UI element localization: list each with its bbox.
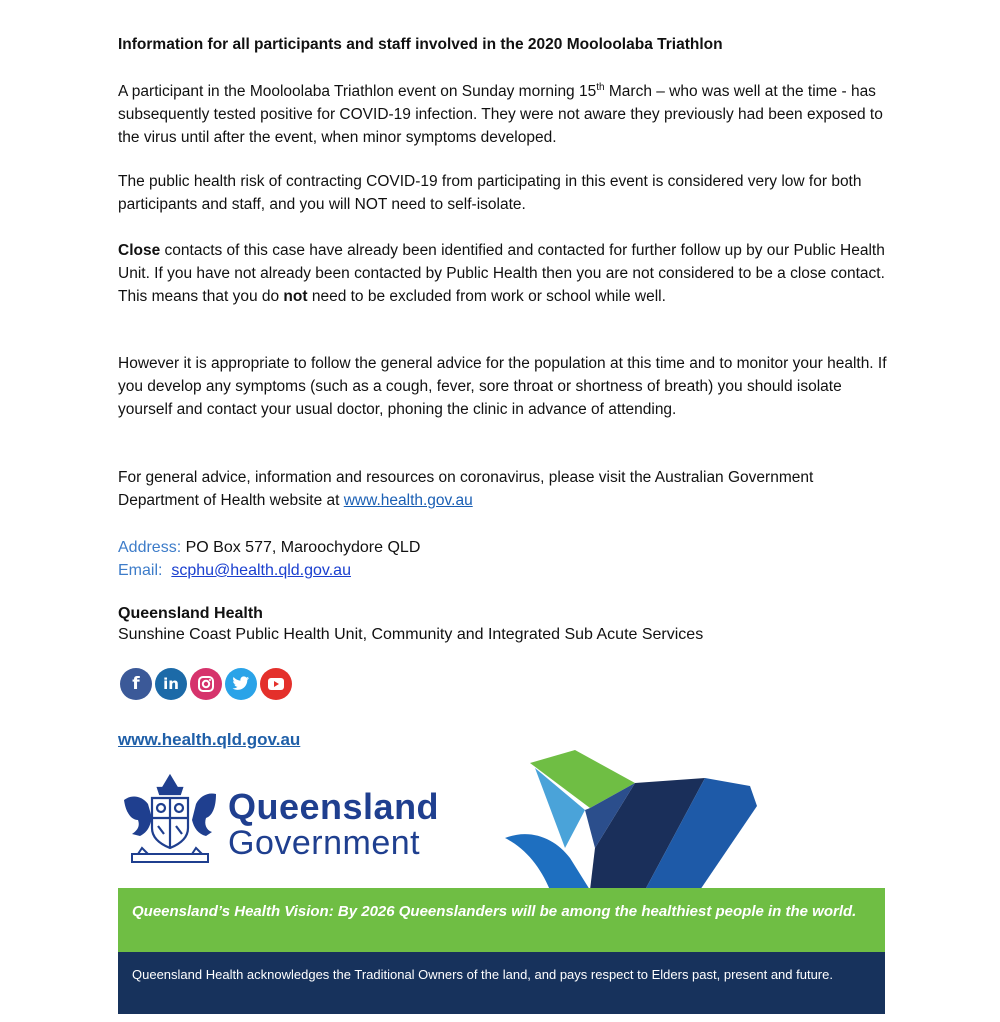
logo-queensland-text: Queensland <box>228 786 440 827</box>
health-gov-link[interactable]: www.health.gov.au <box>343 492 473 509</box>
org-unit: Sunshine Coast Public Health Unit, Community and Integrated Sub Acute Services <box>118 626 704 643</box>
address-value: PO Box 577, Maroochydore QLD <box>181 539 421 556</box>
health-vision-banner <box>118 888 885 952</box>
acknowledgement-text: Queensland Health acknowledges the Traditional Owners of the land, and pays respect to Elders past, present and future. <box>132 967 833 982</box>
document-title: Information for all participants and staff involved in the 2020 Mooloolaba Triathlon <box>118 36 723 53</box>
address-label: Address: <box>118 539 182 556</box>
social-icons <box>120 668 292 700</box>
paragraph-resources: For general advice, information and resources on coronavirus, please visit the Australian Government Department of Health website at www.health.gov.au <box>118 469 814 509</box>
queensland-crest-logo <box>118 770 222 866</box>
email-line <box>118 559 898 582</box>
health-vision-text: Queensland’s Health Vision: By 2026 Queenslanders will be among the healthiest people in the world. <box>132 903 857 920</box>
linkedin-icon[interactable]: in <box>155 668 187 700</box>
paragraph-close-contacts: Close contacts of this case have already been identified and contacted for further follow up by our Public Health Unit. If you have not already been contacted by Public Health then you are not considered to be a close contact. This means that you do not need to be excluded from work or school while well. <box>118 242 885 305</box>
email-label: Email: <box>118 562 163 579</box>
address-line <box>118 536 898 559</box>
instagram-icon[interactable] <box>190 668 222 700</box>
email-link[interactable]: scphu@health.qld.gov.au <box>171 562 351 579</box>
facebook-icon[interactable]: f <box>120 668 152 700</box>
logo-government-text: Government <box>228 824 421 862</box>
twitter-icon[interactable] <box>225 668 257 700</box>
paragraph-event-notice: A participant in the Mooloolaba Triathlon event on Sunday morning 15th March – who was well at the time - has subsequently tested positive for COVID-19 infection. They were not aware they previously had been exposed to the virus until after the event, when minor symptoms developed. <box>118 82 883 147</box>
youtube-icon[interactable] <box>260 668 292 700</box>
acknowledgement-banner <box>118 952 885 1014</box>
org-name: Queensland Health <box>118 605 263 622</box>
paragraph-general-advice: However it is appropriate to follow the general advice for the population at this time and to monitor your health. If you develop any symptoms (such as a cough, fever, sore throat or shortness of breath) you should isolate yourself and contact your usual doctor, phoning the clinic in advance of attending. <box>118 355 887 418</box>
paragraph-risk: The public health risk of contracting COVID-19 from participating in this event is considered very low for both participants and staff, and you will NOT need to self-isolate. <box>118 173 862 213</box>
qld-health-chevron-graphic <box>495 748 765 890</box>
qld-health-website-link[interactable]: www.health.qld.gov.au <box>118 730 301 749</box>
